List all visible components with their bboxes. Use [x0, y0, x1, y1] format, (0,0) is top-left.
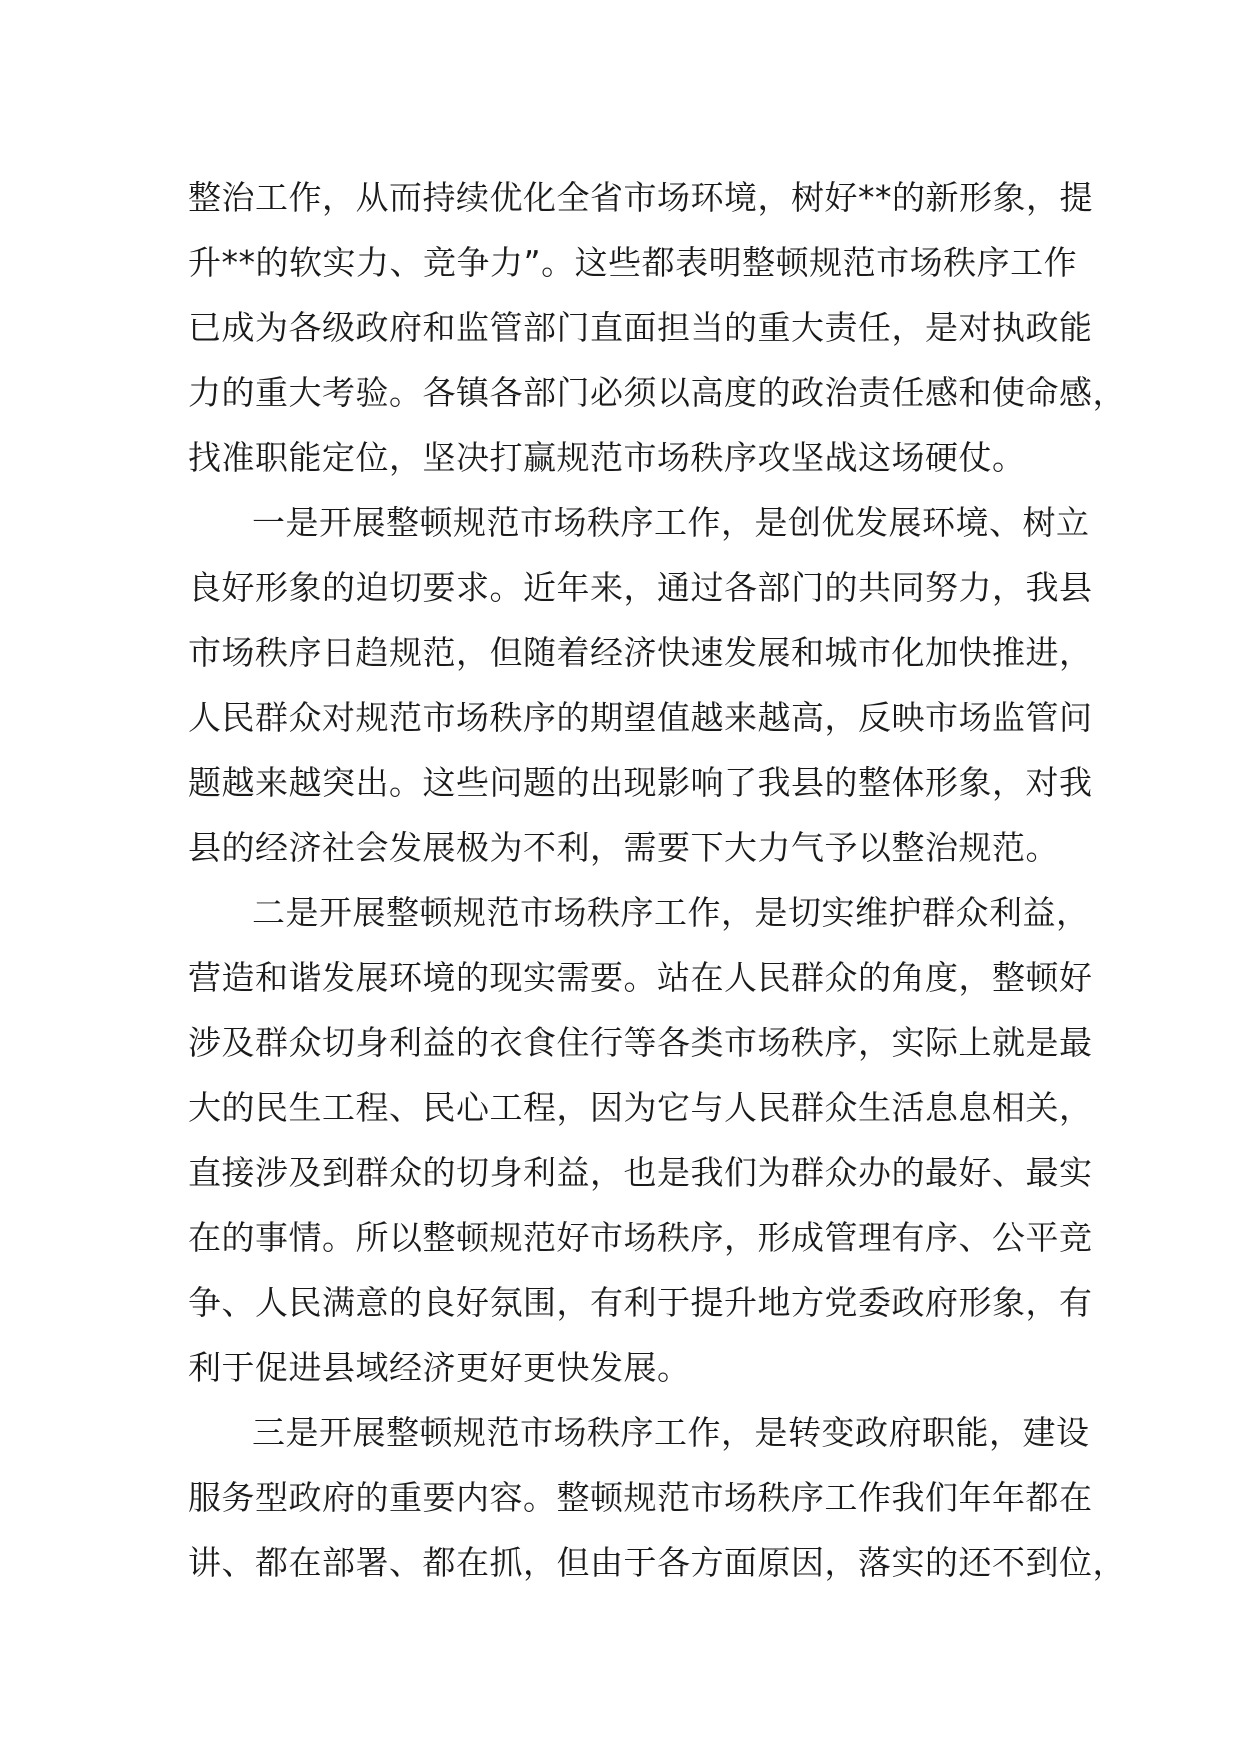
text-line: 直接涉及到群众的切身利益，也是我们为群众办的最好、最实 [188, 1153, 1093, 1192]
text-line: 县的经济社会发展极为不利，需要下大力气予以整治规范。 [188, 828, 1059, 867]
text-line: 利于促进县域经济更好更快发展。 [188, 1348, 691, 1387]
text-line: 市场秩序日趋规范，但随着经济快速发展和城市化加快推进， [188, 633, 1093, 672]
text-line: 题越来越突出。这些问题的出现影响了我县的整体形象，对我 [188, 763, 1093, 802]
text-line: 服务型政府的重要内容。整顿规范市场秩序工作我们年年都在 [188, 1478, 1093, 1517]
text-line: 良好形象的迫切要求。近年来，通过各部门的共同努力，我县 [188, 568, 1093, 607]
paragraph-start-line: 三是开展整顿规范市场秩序工作，是转变政府职能，建设 [252, 1413, 1090, 1452]
text-line: 人民群众对规范市场秩序的期望值越来越高，反映市场监管问 [188, 698, 1093, 737]
paragraph-start-line: 二是开展整顿规范市场秩序工作，是切实维护群众利益， [252, 893, 1090, 932]
text-line: 找准职能定位，坚决打赢规范市场秩序攻坚战这场硬仗。 [188, 438, 1026, 477]
text-line: 涉及群众切身利益的衣食住行等各类市场秩序，实际上就是最 [188, 1023, 1093, 1062]
text-line: 大的民生工程、民心工程，因为它与人民群众生活息息相关， [188, 1088, 1093, 1127]
text-line: 讲、都在部署、都在抓，但由于各方面原因，落实的还不到位， [188, 1543, 1126, 1582]
text-line: 整治工作，从而持续优化全省市场环境，树好**的新形象，提 [188, 178, 1093, 217]
text-line: 力的重大考验。各镇各部门必须以高度的政治责任感和使命感， [188, 373, 1126, 412]
text-line: 已成为各级政府和监管部门直面担当的重大责任，是对执政能 [188, 308, 1093, 347]
text-line: 争、人民满意的良好氛围，有利于提升地方党委政府形象，有 [188, 1283, 1093, 1322]
paragraph-start-line: 一是开展整顿规范市场秩序工作，是创优发展环境、树立 [252, 503, 1090, 542]
text-line: 升**的软实力、竞争力”。这些都表明整顿规范市场秩序工作 [188, 243, 1078, 282]
body-text [188, 165, 1126, 1595]
text-line: 在的事情。所以整顿规范好市场秩序，形成管理有序、公平竞 [188, 1218, 1093, 1257]
text-line: 营造和谐发展环境的现实需要。站在人民群众的角度，整顿好 [188, 958, 1093, 997]
